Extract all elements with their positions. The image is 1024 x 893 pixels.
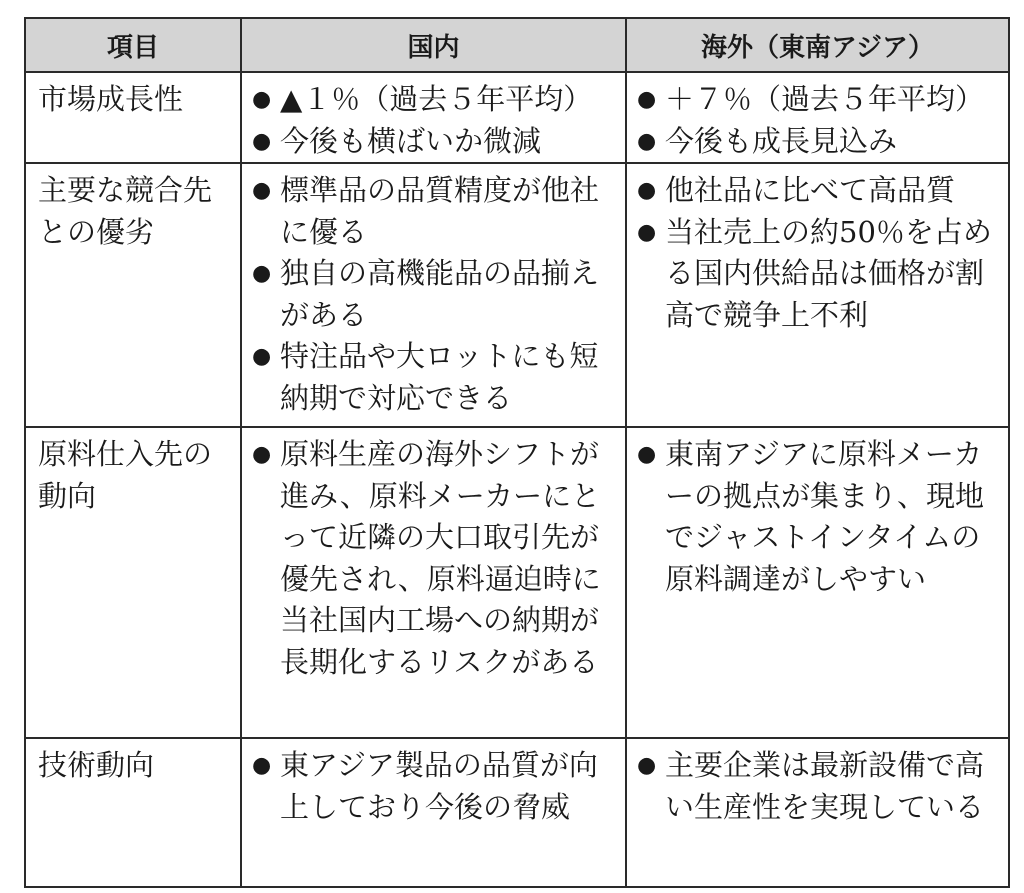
bullet-icon: ● xyxy=(252,261,272,286)
bullet-item xyxy=(252,170,617,253)
comparison-table xyxy=(24,17,1010,888)
bullet-text: 標準品の品質精度が他社に優る xyxy=(280,173,600,249)
overseas-cell xyxy=(626,427,1009,738)
bullet-icon: ● xyxy=(637,442,657,467)
bullet-text: 当社売上の約50％を占める国内供給品は価格が割高で競争上不利 xyxy=(665,214,992,332)
overseas-cell xyxy=(626,738,1009,887)
bullet-item xyxy=(637,434,1000,600)
domestic-bullet-list xyxy=(252,170,617,419)
bullet-text: 東アジア製品の品質が向上しており今後の脅威 xyxy=(280,748,598,824)
bullet-text: ▲１％（過去５年平均） xyxy=(280,82,593,116)
bullet-text: 特注品や大ロットにも短納期で対応できる xyxy=(280,339,599,415)
bullet-item xyxy=(252,336,617,419)
bullet-icon: ● xyxy=(252,753,272,778)
bullet-item xyxy=(252,79,617,121)
bullet-text: 今後も成長見込み xyxy=(665,123,898,158)
domestic-bullet-list xyxy=(252,434,617,683)
table-row-suppliers xyxy=(25,427,1009,738)
bullet-icon: ● xyxy=(252,128,272,154)
domestic-cell xyxy=(241,738,626,887)
table-row-market-growth xyxy=(25,72,1009,163)
domestic-cell xyxy=(241,163,626,427)
domestic-cell xyxy=(241,427,626,738)
bullet-item xyxy=(252,121,617,163)
bullet-text: 東南アジアに原料メーカーの拠点が集まり、現地でジャストインタイムの原料調達がしやすい xyxy=(665,437,985,596)
bullet-text: 他社品に比べて高品質 xyxy=(665,173,956,207)
bullet-item xyxy=(252,253,617,336)
bullet-text: 独自の高機能品の品揃えがある xyxy=(280,256,600,332)
bullet-item xyxy=(637,212,1000,337)
domestic-bullet-list xyxy=(252,79,617,162)
domestic-cell xyxy=(241,72,626,163)
bullet-icon: ● xyxy=(637,87,657,112)
header-overseas: 海外（東南アジア） xyxy=(626,18,1009,72)
bullet-icon: ● xyxy=(252,442,272,467)
bullet-icon: ● xyxy=(637,219,657,245)
bullet-text: 主要企業は最新設備で高い生産性を実現している xyxy=(665,748,985,824)
table-row-competitors xyxy=(25,163,1009,427)
bullet-text: 原料生産の海外シフトが進み、原料メーカーにとって近隣の大口取引先が優先され、原料逼迫時に当社国内工場への納期が長期化するリスクがある xyxy=(280,437,601,679)
bullet-item xyxy=(637,170,1000,212)
overseas-bullet-list xyxy=(637,170,1000,336)
bullet-icon: ● xyxy=(252,87,272,112)
bullet-icon: ● xyxy=(637,753,657,778)
overseas-bullet-list xyxy=(637,434,1000,600)
table-row-technology xyxy=(25,738,1009,887)
overseas-bullet-list xyxy=(637,745,1000,828)
bullet-item xyxy=(637,745,1000,828)
row-item-label: 主要な競合先との優劣 xyxy=(25,163,241,427)
row-item-label: 原料仕入先の動向 xyxy=(25,427,241,738)
bullet-item xyxy=(252,745,617,828)
bullet-item xyxy=(637,79,1000,121)
bullet-item xyxy=(637,121,1000,163)
bullet-item xyxy=(252,434,617,683)
bullet-text: 今後も横ばいか微減 xyxy=(280,123,542,158)
bullet-text: ＋７％（過去５年平均） xyxy=(665,82,985,116)
bullet-icon: ● xyxy=(252,178,272,203)
header-domestic: 国内 xyxy=(241,18,626,72)
bullet-icon: ● xyxy=(252,344,272,369)
header-row xyxy=(25,18,1009,72)
row-item-label: 技術動向 xyxy=(25,738,241,887)
domestic-bullet-list xyxy=(252,745,617,828)
header-item: 項目 xyxy=(25,18,241,72)
row-item-label: 市場成長性 xyxy=(25,72,241,163)
bullet-icon: ● xyxy=(637,178,657,203)
overseas-cell xyxy=(626,163,1009,427)
overseas-cell xyxy=(626,72,1009,163)
overseas-bullet-list xyxy=(637,79,1000,162)
bullet-icon: ● xyxy=(637,128,657,154)
